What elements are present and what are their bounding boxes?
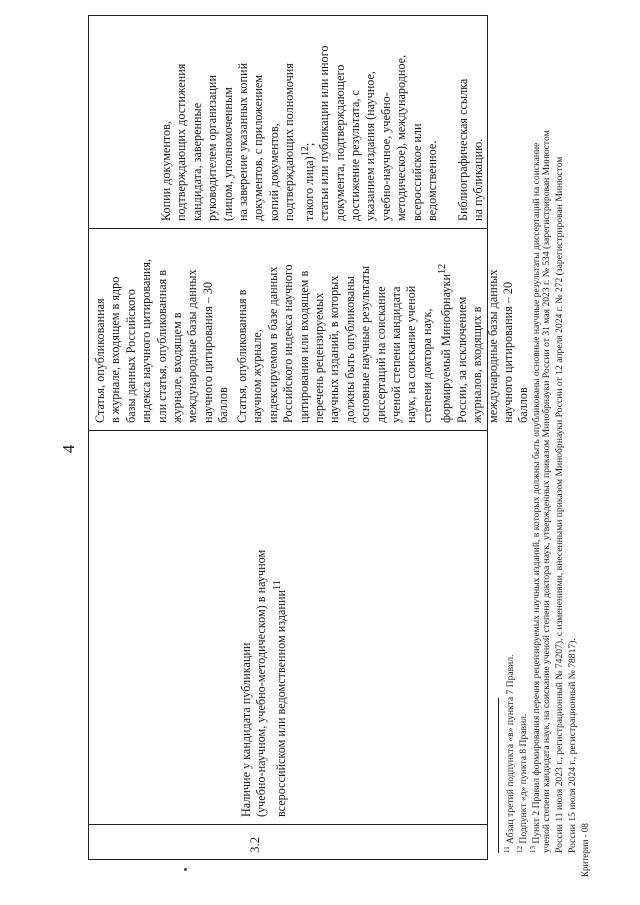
docs-line: Копии документов, bbox=[159, 121, 173, 221]
docs-line: документа, подтверждающего bbox=[332, 64, 347, 221]
score-line: международные базы данных bbox=[485, 269, 500, 423]
footnote-number: 11 bbox=[503, 846, 511, 853]
footnote-continuation bbox=[540, 33, 553, 853]
row-number: 3.2 bbox=[247, 836, 262, 853]
docs-line: копий документов, bbox=[266, 123, 281, 221]
footnote-number: 13 bbox=[529, 846, 537, 853]
docs-line: учебно-научное, учебно- bbox=[378, 92, 393, 221]
docs-line: ведомственное. bbox=[424, 140, 439, 221]
docs-line: достижение результата, с bbox=[347, 90, 362, 221]
score-line: баллов bbox=[216, 387, 231, 423]
score-line: ученой степени кандидата bbox=[389, 286, 404, 423]
documents-cell bbox=[159, 25, 487, 221]
page-footer: Критерии - 08 bbox=[580, 823, 590, 877]
score-line: индексируемом в базе данных bbox=[265, 266, 280, 423]
col-divider-2 bbox=[89, 430, 487, 431]
score-line: должны быть опубликованы bbox=[342, 276, 357, 423]
docs-line: на публикацию. bbox=[471, 138, 486, 221]
score-line: наук, на соискание ученой bbox=[404, 285, 419, 423]
docs-line: на заверение указанных копий bbox=[236, 62, 251, 221]
score-divider bbox=[88, 229, 89, 431]
docs-line: (лицом, уполномоченным bbox=[220, 87, 235, 221]
docs-line: указанием издания (научное, bbox=[363, 71, 378, 221]
docs-line: такого лица)$^{12}$; bbox=[299, 142, 316, 221]
docs-line: подтверждающих полномочия bbox=[282, 63, 297, 221]
footnote-text: России 11 июля 2023 г., регистрационный № 74207), с изменениями, внесенными приказом Минобрнауки России от 12 апреля 2024 г. № 272 (зарегистрирован Минюстом bbox=[554, 156, 565, 853]
score-text: формируемый Минобрнауки bbox=[439, 274, 454, 423]
score-line: журнале, входящем в bbox=[170, 312, 185, 423]
criterion-text: всероссийском или ведомственном издании bbox=[273, 589, 288, 817]
docs-line: методическое), международное, bbox=[394, 54, 409, 221]
page-number: 4 bbox=[59, 444, 78, 454]
score-line: степени доктора наук, bbox=[419, 308, 434, 423]
footnote-rule bbox=[498, 698, 499, 853]
score-line: Статья, опубликованная bbox=[93, 298, 107, 423]
docs-line: руководителем организации bbox=[205, 75, 220, 221]
criterion-line bbox=[270, 442, 289, 817]
score-line: основные научные результаты bbox=[358, 265, 373, 423]
score-line: научных изданий, в которых bbox=[327, 275, 342, 423]
footnote-number: 12 bbox=[516, 846, 524, 853]
col-divider-1 bbox=[89, 824, 487, 825]
score-line: цитирования или входящем в bbox=[296, 270, 311, 423]
criterion-line: (учебно-научном, учебно-методическом) в научном bbox=[254, 549, 269, 817]
score-line: индекса научного цитирования, bbox=[139, 258, 154, 423]
score-line: или статья, опубликованная в bbox=[154, 269, 169, 423]
footnote-ref: 12 bbox=[299, 146, 311, 157]
score-line: международные базы данных bbox=[185, 269, 200, 423]
footnote-ref: 12 bbox=[437, 263, 449, 274]
score-line: научного цитирования – 20 bbox=[500, 281, 515, 423]
score-line: журналов, входящих в bbox=[470, 306, 485, 423]
footnote-text: Подпункт «д» пункта 8 Правил. bbox=[518, 713, 530, 844]
score-line: России, за исключением bbox=[454, 296, 469, 423]
footnote-continuation bbox=[553, 33, 566, 853]
docs-line: всероссийское или bbox=[409, 123, 424, 221]
score-line: перечень рецензируемых bbox=[312, 292, 327, 423]
score-line: в журнале, входящем в ядро bbox=[108, 276, 123, 423]
docs-line bbox=[440, 25, 455, 221]
docs-line: документов, с приложением bbox=[251, 74, 266, 221]
docs-line: Библиографическая ссылка bbox=[455, 78, 470, 221]
score-line: научном журнале, bbox=[250, 329, 265, 423]
score-line: базы данных Российского bbox=[123, 289, 138, 423]
criterion-line: Наличие у кандидата публикации bbox=[239, 642, 253, 817]
col-divider-3 bbox=[89, 228, 487, 229]
score-cell-20 bbox=[235, 237, 532, 423]
score-line: Российского индекса научного bbox=[281, 264, 296, 423]
docs-line: подтверждающих достижения bbox=[174, 63, 189, 221]
footnote-text: ученой степени кандидата наук, на соискание ученой степени доктора наук, утвержденных приказом Минобрнауки России от 31 мая 2023 г. № 534 (зарегистрирован Минюстом bbox=[541, 130, 552, 853]
score-line: научного цитирования – 30 bbox=[200, 281, 215, 423]
docs-line: кандидата, заверенные bbox=[189, 102, 204, 221]
docs-text: такого лица) bbox=[301, 156, 316, 221]
criterion-cell bbox=[239, 442, 289, 817]
footnote-text: Пункт 2 Правил формирования перечня рецензируемых научных изданий, в которых должны быть опубликованы основные научные результаты диссертаций на соискание bbox=[531, 142, 543, 844]
score-line: баллов bbox=[516, 387, 531, 423]
docs-line: статьи или публикации или иного bbox=[317, 45, 332, 221]
footnote-text: России 15 июля 2024 г., регистрационный № 78817). bbox=[567, 638, 578, 853]
score-line: Статья, опубликованная в bbox=[235, 289, 249, 423]
score-line: диссертаций на соискание bbox=[373, 286, 388, 423]
footnote-text: Абзац третий подпункта «в» пункта 7 Правил. bbox=[505, 654, 517, 844]
footnote-ref: 11 bbox=[271, 580, 283, 590]
score-cell-30 bbox=[93, 237, 232, 423]
footnote-continuation bbox=[566, 33, 579, 853]
score-line bbox=[435, 237, 454, 423]
